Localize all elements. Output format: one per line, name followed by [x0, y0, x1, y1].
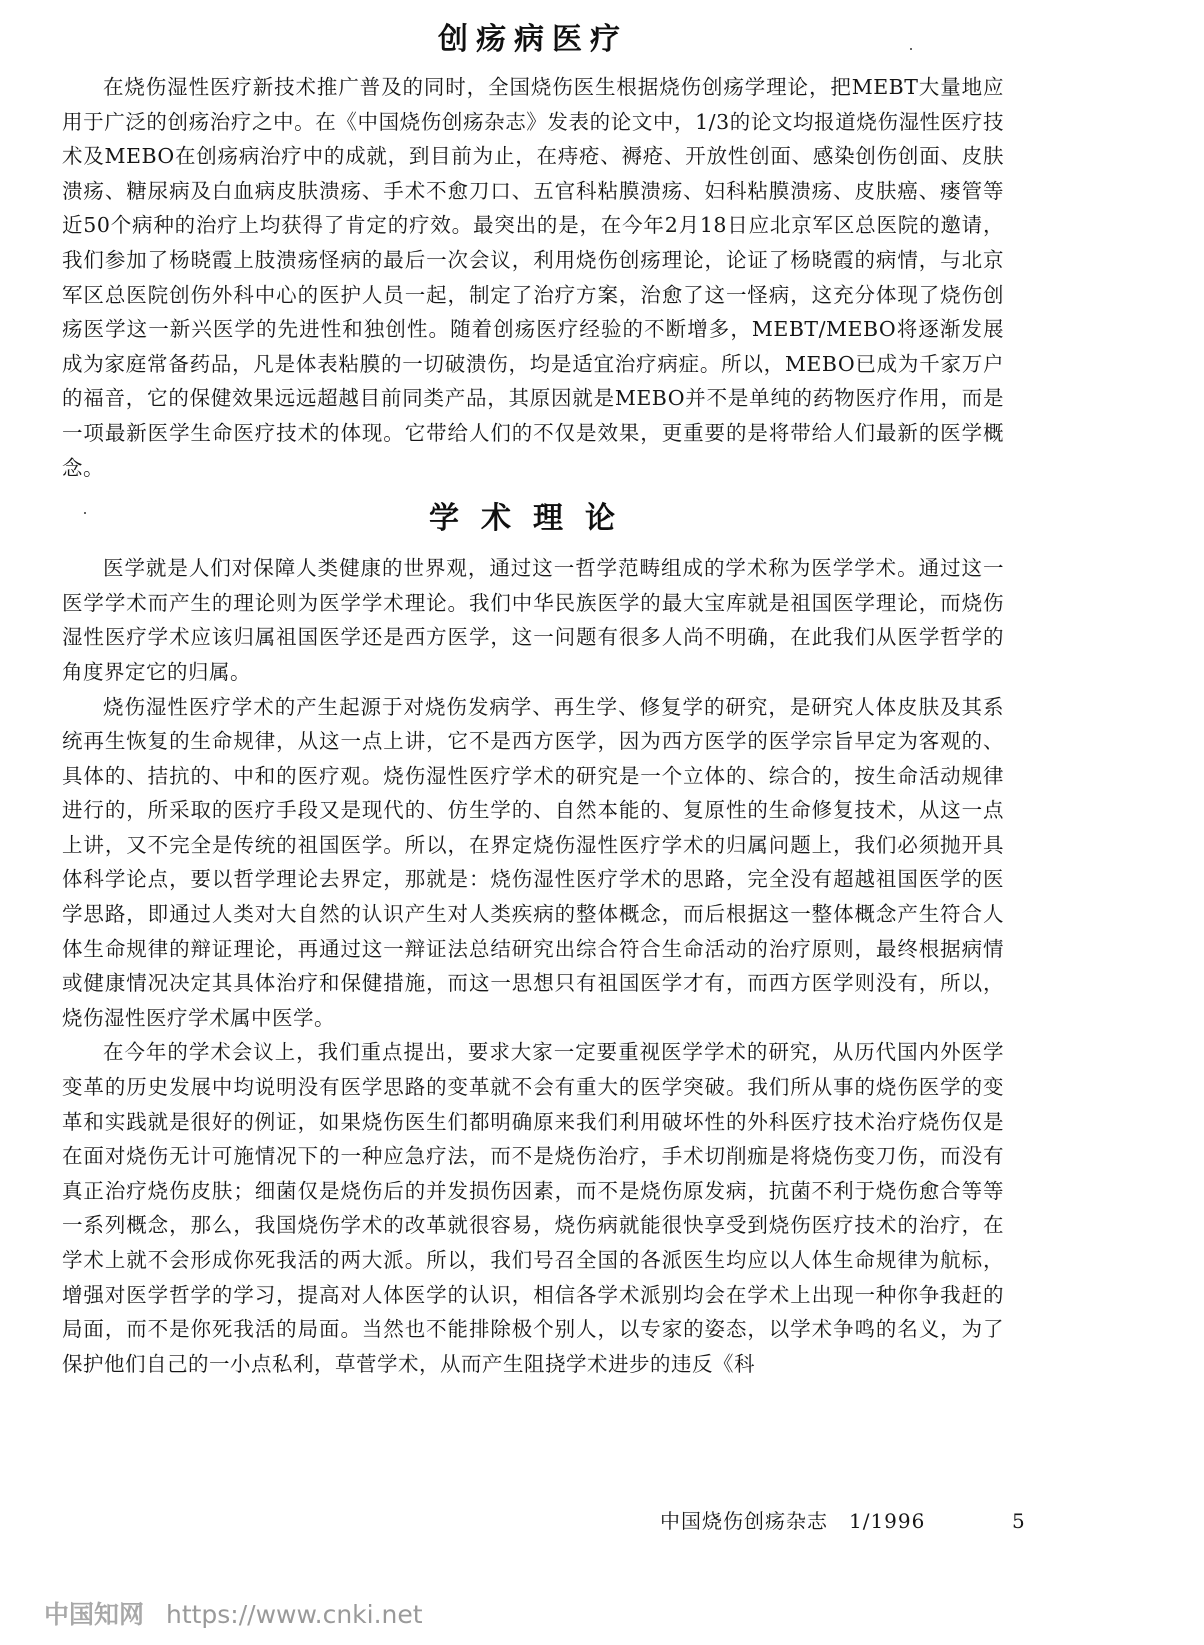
watermark-brand: 中国知网	[44, 1600, 145, 1629]
scan-speck	[84, 512, 86, 514]
paragraph: 在烧伤湿性医疗新技术推广普及的同时，全国烧伤医生根据烧伤创疡学理论，把MEBT大量地应用于广泛的创疡治疗之中。在《中国烧伤创疡杂志》发表的论文中，1/3的论文均报道烧伤湿性医疗技术及MEBO在创疡病治疗中的成就，到目前为止，在痔疮、褥疮、开放性创面、感染创伤创面、皮肤溃疡、糖尿病及白血病皮肤溃疡、手术不愈刀口、五官科粘膜溃疡、妇科粘膜溃疡、皮肤癌、瘘管等近50个病种的治疗上均获得了肯定的疗效。最突出的是，在今年2月18日应北京军区总医院的邀请，我们参加了杨晓霞上肢溃疡怪病的最后一次会议，利用烧伤创疡理论，论证了杨晓霞的病情，与北京军区总医院创伤外科中心的医护人员一起，制定了治疗方案，治愈了这一怪病，这充分体现了烧伤创疡医学这一新兴医学的先进性和独创性。随着创疡医疗经验的不断增多，MEBT/MEBO将逐渐发展成为家庭常备药品，凡是体表粘膜的一切破溃伤，均是适宜治疗病症。所以，MEBO已成为千家万户的福音，它的保健效果远远超越目前同类产品，其原因就是MEBO并不是单纯的药物医疗作用，而是一项最新医学生命医疗技术的体现。它带给人们的不仅是效果，更重要的是将带给人们最新的医学概念。	[62, 75, 1004, 480]
cnki-watermark	[44, 1595, 423, 1631]
section-title-wound-treatment: 创疡病医疗	[438, 22, 628, 57]
journal-issue: 中国烧伤创疡杂志 1/1996	[660, 1509, 926, 1533]
paragraph: 烧伤湿性医疗学术的产生起源于对烧伤发病学、再生学、修复学的研究，是研究人体皮肤及其系统再生恢复的生命规律，从这一点上讲，它不是西方医学，因为西方医学的医学宗旨早定为客观的、具体的、拮抗的、中和的医疗观。烧伤湿性医疗学术的研究是一个立体的、综合的，按生命活动规律进行的，所采取的医疗手段又是现代的、仿生学的、自然本能的、复原性的生命修复技术，从这一点上讲，又不完全是传统的祖国医学。所以，在界定烧伤湿性医疗学术的归属问题上，我们必须抛开具体科学论点，要以哲学理论去界定，那就是：烧伤湿性医疗学术的思路，完全没有超越祖国医学的医学思路，即通过人类对大自然的认识产生对人类疾病的整体概念，而后根据这一整体概念产生符合人体生命规律的辩证理论，再通过这一辩证法总结研究出综合符合生命活动的治疗原则，最终根据病情或健康情况决定其具体治疗和保健措施，而这一思想只有祖国医学才有，而西方医学则没有，所以，烧伤湿性医疗学术属中医学。	[62, 694, 1004, 1030]
paragraph: 在今年的学术会议上，我们重点提出，要求大家一定要重视医学学术的研究，从历代国内外医学变革的历史发展中均说明没有医学思路的变革就不会有重大的医学突破。我们所从事的烧伤医学的变革和实践就是很好的例证，如果烧伤医生们都明确原来我们利用破坏性的外科医疗技术治疗烧伤仅是在面对烧伤无计可施情况下的一种应急疗法，而不是烧伤治疗，手术切削痂是将烧伤变刀伤，而没有真正治疗烧伤皮肤；细菌仅是烧伤后的并发损伤因素，而不是烧伤原发病，抗菌不利于烧伤愈合等等一系列概念，那么，我国烧伤学术的改革就很容易，烧伤病就能很快享受到烧伤医疗技术的治疗，在学术上就不会形成你死我活的两大派。所以，我们号召全国的各派医生均应以人体生命规律为航标，增强对医学哲学的学习，提高对人体医学的认识，相信各学术派别均会在学术上出现一种你争我赶的局面，而不是你死我活的局面。当然也不能排除极个别人，以专家的姿态，以学术争鸣的名义，为了保护他们自己的一小点私利，草菅学术，从而产生阻挠学术进步的违反《科	[62, 1040, 1004, 1376]
page-number: 5	[1012, 1509, 1025, 1533]
section-title-academic-theory: 学术理论	[429, 501, 637, 537]
paragraph: 医学就是人们对保障人类健康的世界观，通过这一哲学范畴组成的学术称为医学学术。通过这一医学学术而产生的理论则为医学学术理论。我们中华民族医学的最大宝库就是祖国医学理论，而烧伤湿性医疗学术应该归属祖国医学还是西方医学，这一问题有很多人尚不明确，在此我们从医学哲学的角度界定它的归属。	[62, 556, 1004, 684]
scan-speck	[910, 48, 912, 50]
article-body	[62, 20, 1004, 1381]
watermark-url: https://www.cnki.net	[165, 1600, 423, 1629]
